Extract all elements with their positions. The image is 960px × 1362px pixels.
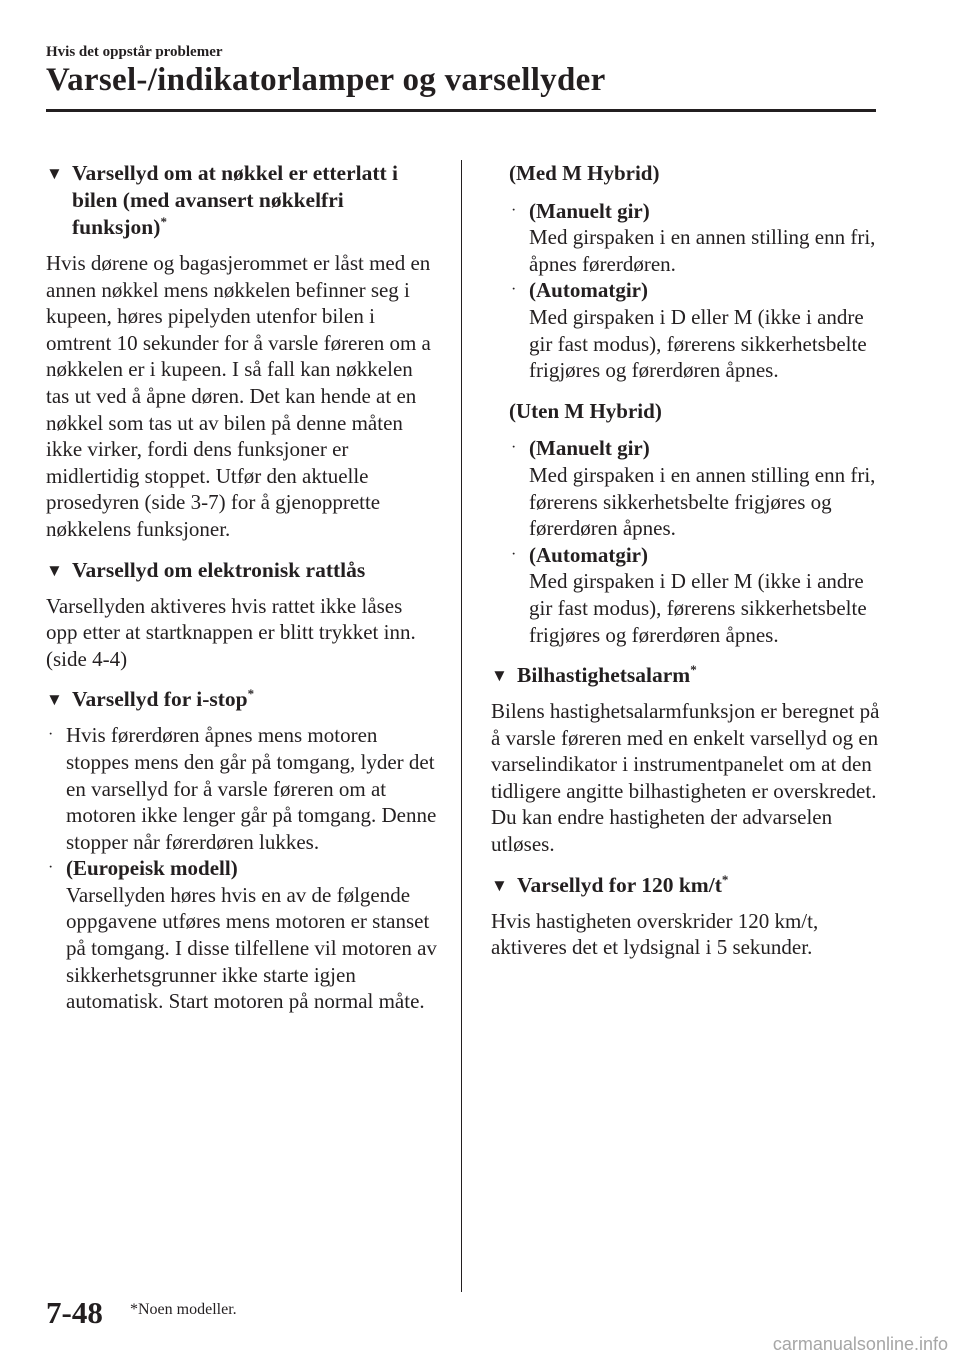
subheading-with-hybrid: (Med M Hybrid) (509, 161, 660, 185)
paragraph-speed-alarm-2: Du kan endre hastigheten der advarselen utløses. (491, 805, 833, 857)
bullet-icon: · (511, 545, 517, 563)
paragraph-steering-lock: Varsellyden aktiveres hvis rattet ikke låses opp etter at startknappen er blitt trykket inn. (side 4-4) (46, 593, 416, 671)
right-column (491, 160, 891, 975)
page-number: 7-48 (46, 1295, 103, 1330)
list-item: · (Automatgir) Med girspaken i D eller M (ikke i andre gir fast modus), førerens sikkerhetsbelte frigjøres og førerdøren åpnes. (511, 542, 867, 647)
watermark: carmanualsonline.info (772, 1334, 948, 1354)
page-title: Varsel-/indikatorlamper og varsellyder (46, 62, 606, 98)
list-item: · (Manuelt gir) Med girspaken i en annen stilling enn fri, åpnes førerdøren. (511, 198, 876, 276)
column-divider (461, 160, 462, 1292)
bullet-icon: · (48, 726, 54, 744)
list-item: · (Europeisk modell) Varsellyden høres hvis en av de følgende oppgavene utføres mens motoren er stanset på tomgang. I disse tilfellene vil motoren av sikkerhetsgrunner ikke starte igjen automatisk. Start motoren på normal måte. (48, 856, 437, 1014)
triangle-down-icon: ▼ (491, 875, 508, 895)
list-item: · (Manuelt gir) Med girspaken i en annen stilling enn fri, førerens sikkerhetsbelte frigjøres og førerdøren åpnes. (511, 436, 876, 541)
left-column (46, 160, 438, 1015)
title-rule (46, 109, 876, 112)
bullet-icon: · (48, 859, 54, 877)
section-heading-speed-alarm: ▼ Bilhastighetsalarm* (491, 661, 697, 688)
paragraph-120kmh: Hvis hastigheten overskrider 120 km/t, aktiveres det et lydsignal i 5 sekunder. (491, 908, 819, 960)
list-item: · Hvis førerdøren åpnes mens motoren stoppes mens den går på tomgang, lyder det en varsellyd for å varsle føreren om at motoren ikke lenger går på tomgang. Denne stopper når førerdøren lukkes. (48, 723, 437, 854)
triangle-down-icon: ▼ (491, 666, 508, 686)
bullet-icon: · (511, 201, 517, 219)
triangle-down-icon: ▼ (46, 690, 63, 710)
chapter-title: Hvis det oppstår problemer (46, 44, 223, 60)
list-item: · (Automatgir) Med girspaken i D eller M (ikke i andre gir fast modus), førerens sikkerhetsbelte frigjøres og førerdøren åpnes. (511, 278, 867, 383)
bullet-icon: · (511, 281, 517, 299)
section-heading-key-left: ▼ Varsellyd om at nøkkel er etterlatt i bilen (med avansert nøkkelfri funksjon)* (46, 161, 399, 239)
paragraph-speed-alarm: Bilens hastighetsalarmfunksjon er beregnet på å varsle føreren med en enkelt varsellyd og en varselindikator i instrumentpanelet om at den tidligere angitte bilhastigheten er overskredet. (491, 699, 880, 803)
section-heading-120kmh: ▼ Varsellyd for 120 km/t* (491, 871, 729, 897)
triangle-down-icon: ▼ (46, 560, 63, 580)
subheading-without-hybrid: (Uten M Hybrid) (509, 398, 662, 423)
bullet-icon: · (511, 439, 517, 457)
section-heading-steering-lock: ▼ Varsellyd om elektronisk rattlås (46, 557, 366, 582)
footnote: *Noen modeller. (130, 1301, 237, 1318)
triangle-down-icon: ▼ (46, 164, 63, 183)
section-heading-istop: ▼ Varsellyd for i-stop* (46, 686, 255, 712)
paragraph-key-left: Hvis dørene og bagasjerommet er låst med en annen nøkkel mens nøkkelen befinner seg i kupeen, høres pipelyden utenfor bilen i omtrent 10 sekunder for å varsle føreren om a nøkkelen er i kupeen. I så fall kan nøkkelen tas ut ved å åpne døren. Det kan hende at en nøkkel som tas ut av bilen på denne måten ikke virker, fordi dens funksjoner er midlertidig stoppet. Utfør den aktuelle prosedyren (side 3-7) for å gjenopprette nøkkelens funksjoner. (46, 251, 431, 541)
